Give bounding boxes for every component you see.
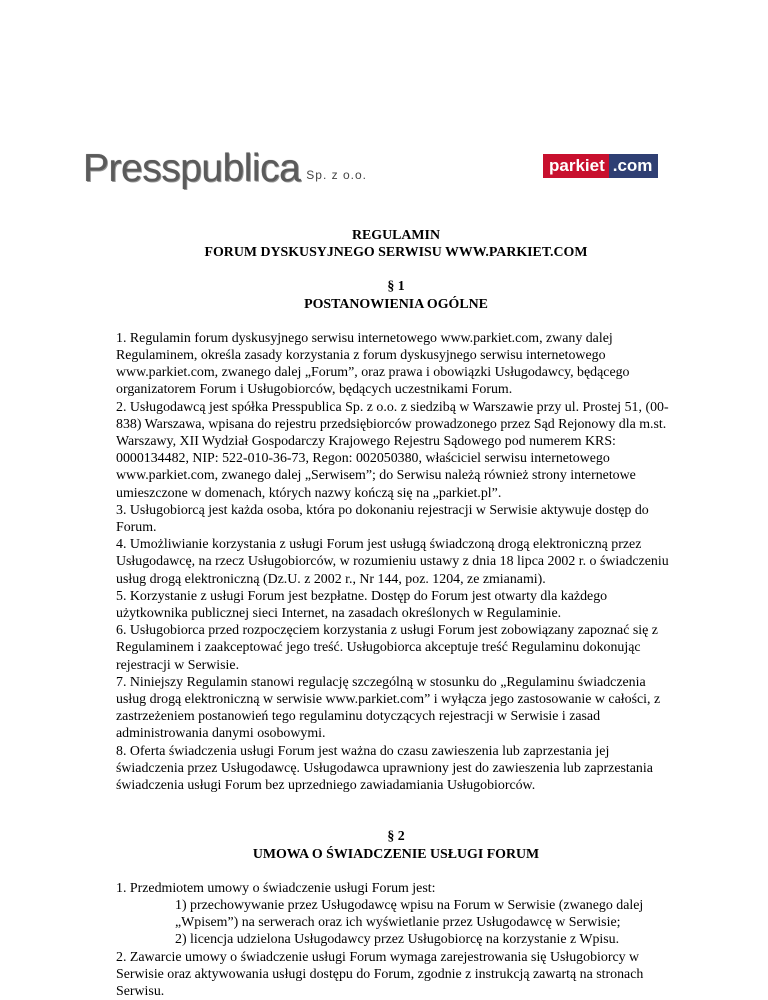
- document-title-line1: REGULAMIN: [352, 228, 440, 243]
- paragraph: 5. Korzystanie z usługi Forum jest bezpłatne. Dostęp do Forum jest otwarty dla każdego użytkownika publicznej sieci Internet, na zasadach określonych w Regulaminie.: [116, 588, 608, 622]
- paragraph: 7. Niniejszy Regulamin stanowi regulację szczególną w stosunku do „Regulaminu świadczenia usług drogą elektroniczną w serwisie www.parkiet.com” i wyłącza jego zastosowanie w całości, z zastrzeżeniem postanowień tego regulaminu dotyczących rejestracji w Serwisie i zasad administrowania danymi osobowymi.: [116, 674, 661, 742]
- paragraph: 2. Zawarcie umowy o świadczenie usługi Forum wymaga zarejestrowania się Usługobiorcy w Serwisie oraz aktywowania usługi dostępu do Forum, zgodnie z instrukcją zawartą na stronach Serwisu.: [116, 949, 644, 999]
- presspublica-logo-suffix: Sp. z o.o.: [306, 168, 367, 182]
- paragraph: 2. Usługodawcą jest spółka Presspublica Sp. z o.o. z siedzibą w Warszawie przy ul. Prostej 51, (00-838) Warszawa, wpisana do rejestru przedsiębiorców prowadzonego przez Sąd Rejonowy dla m.st. Warszawy, XII Wydział Gospodarczy Krajowego Rejestru Sądowego pod numerem KRS: 0000134482, NIP: 522-010-36-73, Regon: 002050380, właściciel serwisu internetowego www.parkiet.com, zwanego dalej „Serwisem”; do Serwisu należą również strony internetowe umieszczone w domenach, których nazwy kończą się na „parkiet.pl”.: [116, 399, 669, 501]
- paragraph: 3. Usługobiorcą jest każda osoba, która po dokonaniu rejestracji w Serwisie aktywuje dostęp do Forum.: [116, 502, 649, 536]
- paragraph: 1. Regulamin forum dyskusyjnego serwisu internetowego www.parkiet.com, zwany dalej Regulaminem, określa zasady korzystania z forum dyskusyjnego serwisu internetowego www.parkiet.com, zwanego dalej „Forum”, oraz prawa i obowiązki Usługodawcy, będącego organizatorem Forum i Usługobiorców, będących uczestnikami Forum.: [116, 330, 630, 398]
- section-1-body: [116, 330, 676, 794]
- presspublica-logo: [83, 144, 367, 188]
- section-1-header: [116, 278, 676, 312]
- document-title-line2: FORUM DYSKUSYJNEGO SERWISU WWW.PARKIET.COM: [204, 245, 588, 261]
- document-body: [116, 227, 676, 1000]
- parkiet-logo-domain: .com: [609, 154, 659, 178]
- paragraph: 1. Przedmiotem umowy o świadczenie usługi Forum jest:: [116, 880, 436, 896]
- paragraph: 6. Usługobiorca przed rozpoczęciem korzystania z usługi Forum jest zobowiązany zapoznać się z Regulaminem i zaakceptować jego treść. Usługobiorca akceptuje treść Regulaminu dokonując rejestracji w Serwisie.: [116, 623, 658, 673]
- section-number: § 1: [387, 279, 405, 295]
- section-2-header: [116, 828, 676, 862]
- parkiet-logo-word: parkiet: [543, 154, 609, 178]
- section-heading: POSTANOWIENIA OGÓLNE: [304, 296, 488, 312]
- section-heading: UMOWA O ŚWIADCZENIE USŁUGI FORUM: [252, 846, 540, 862]
- section-2-body: [116, 880, 676, 1000]
- paragraph: 8. Oferta świadczenia usługi Forum jest ważna do czasu zawieszenia lub zaprzestania jej świadczenia przez Usługodawcę. Usługodawca uprawniony jest do zawieszenia lub zaprzestania świadczenia usługi Forum bez uprzedniego zawiadamiania Usługobiorców.: [116, 743, 653, 794]
- parkiet-logo: [543, 154, 658, 178]
- sub-paragraph: 1) przechowywanie przez Usługodawcę wpisu na Forum w Serwisie (zwanego dalej „Wpisem”) na serwerach oraz ich wyświetlanie przez Usługodawcę w Serwisie;: [175, 897, 644, 931]
- sub-paragraph: 2) licencja udzielona Usługodawcy przez Usługobiorcę na korzystanie z Wpisu.: [175, 932, 620, 948]
- document-title: [116, 227, 676, 261]
- paragraph: 4. Umożliwianie korzystania z usługi Forum jest usługą świadczoną drogą elektroniczną przez Usługodawcę, na rzecz Usługobiorców, w rozumieniu ustawy z dnia 18 lipca 2002 r. o świadczeniu usług drogą elektroniczną (Dz.U. z 2002 r., Nr 144, poz. 1204, ze zmianami).: [116, 537, 669, 587]
- presspublica-logo-brand: Presspublica: [83, 147, 301, 190]
- section-number: § 2: [387, 829, 405, 845]
